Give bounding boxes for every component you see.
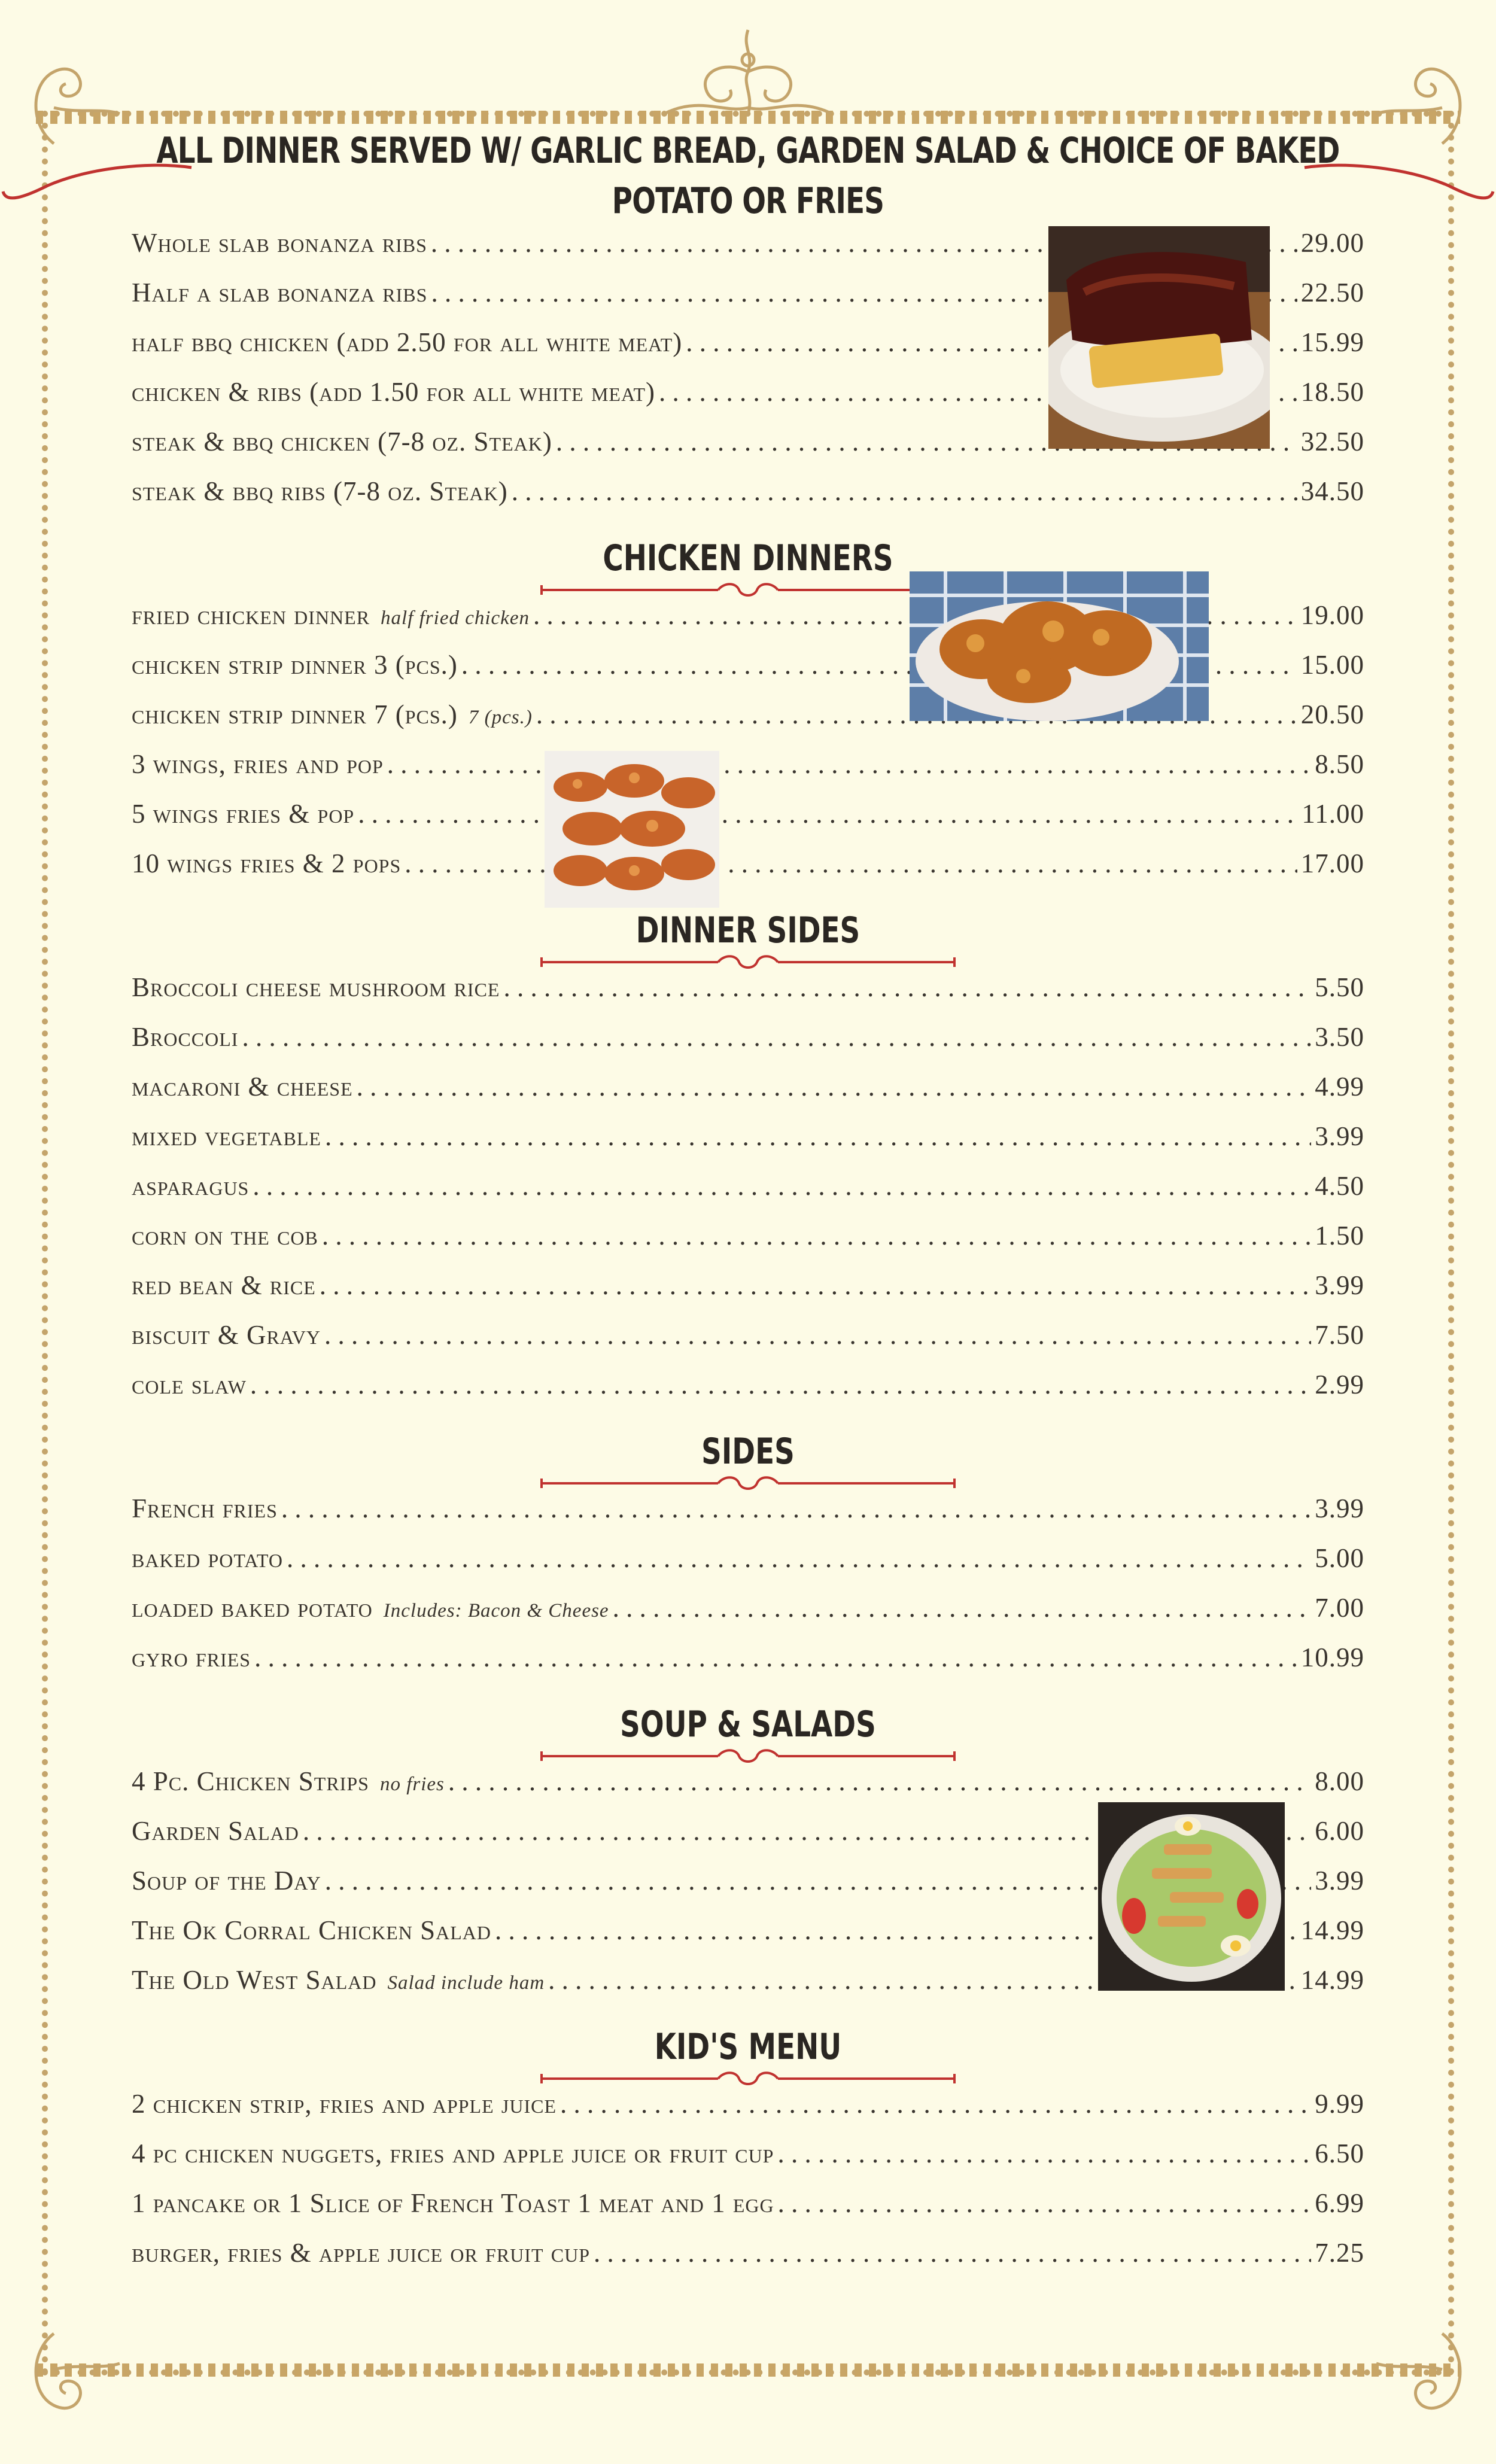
item-name: red bean & rice	[132, 1270, 316, 1300]
item-price: 6.00	[1315, 1816, 1364, 1846]
section-title: KID'S MENU	[654, 2026, 842, 2068]
section-divider-icon	[539, 951, 957, 972]
menu-item	[132, 1319, 1364, 1369]
item-note: half fried chicken	[381, 607, 530, 629]
item-name: burger, fries & apple juice or fruit cup	[132, 2238, 591, 2268]
item-name: biscuit & Gravy	[132, 1320, 321, 1350]
item-price: 8.00	[1315, 1766, 1364, 1796]
item-price: 8.50	[1315, 749, 1364, 779]
item-price: 10.99	[1300, 1642, 1364, 1672]
section-divider-icon	[539, 1473, 957, 1493]
section-title: SIDES	[701, 1431, 795, 1473]
menu-sections	[132, 537, 1364, 2287]
item-name: 4 pc chicken nuggets, fries and apple juice or fruit cup	[132, 2138, 774, 2168]
item-name: Half a slab bonanza ribs	[132, 278, 428, 308]
item-name: loaded baked potato	[132, 1593, 373, 1623]
item-name: half bbq chicken (add 2.50 for all white meat)	[132, 327, 683, 357]
item-price: 7.50	[1315, 1320, 1364, 1350]
header-line-1: ALL DINNER SERVED W/ GARLIC BREAD, GARDEN SALAD & CHOICE OF BAKED	[156, 130, 1340, 172]
item-name: 3 wings, fries and pop	[132, 749, 384, 779]
item-price: 14.99	[1300, 1915, 1364, 1945]
item-note: Includes: Bacon & Cheese	[383, 1600, 609, 1622]
item-price: 3.99	[1315, 1493, 1364, 1523]
menu-item	[132, 1642, 1364, 1692]
dot-leader	[560, 2088, 1311, 2119]
menu-item	[132, 2088, 1364, 2138]
item-note: Salad include ham	[387, 1972, 545, 1994]
item-name: 1 pancake or 1 Slice of French Toast 1 meat and 1 egg	[132, 2188, 774, 2218]
item-name: chicken strip dinner 3 (pcs.)	[132, 650, 458, 680]
corner-ornament-icon	[1370, 60, 1478, 150]
dot-leader	[253, 1170, 1311, 1201]
dot-leader	[281, 1493, 1311, 1524]
menu-item	[132, 2138, 1364, 2188]
item-price: 11.00	[1302, 799, 1364, 829]
item-name: Broccoli cheese mushroom rice	[132, 972, 500, 1002]
dot-leader	[778, 2188, 1312, 2219]
menu-item	[132, 1592, 1364, 1642]
item-name: steak & bbq chicken (7-8 oz. Steak)	[132, 427, 552, 457]
section-title: CHICKEN DINNERS	[603, 537, 893, 579]
item-name: The Ok Corral Chicken Salad	[132, 1915, 492, 1945]
salad-photo	[1098, 1802, 1285, 1991]
item-price: 29.00	[1300, 228, 1364, 258]
item-price: 4.99	[1315, 1072, 1364, 1102]
item-name: 2 chicken strip, fries and apple juice	[132, 2089, 557, 2119]
item-price: 4.50	[1315, 1171, 1364, 1201]
item-price: 17.00	[1300, 848, 1364, 878]
dot-leader	[357, 1071, 1312, 1102]
menu-item	[132, 798, 1364, 848]
item-name: chicken & ribs (add 1.50 for all white meat)	[132, 377, 656, 407]
item-note: 7 (pcs.)	[468, 707, 533, 728]
menu-section	[132, 909, 1364, 1419]
item-name: gyro fries	[132, 1642, 251, 1672]
section-divider-icon	[539, 579, 957, 600]
item-name: macaroni & cheese	[132, 1072, 353, 1102]
item-price: 20.50	[1300, 699, 1364, 729]
dot-leader	[448, 1766, 1311, 1797]
dot-leader	[287, 1543, 1311, 1574]
menu-item	[132, 2237, 1364, 2287]
dot-leader	[613, 1592, 1312, 1623]
item-price: 19.00	[1300, 600, 1364, 630]
menu-item	[132, 1021, 1364, 1071]
menu-item	[132, 476, 1364, 525]
dot-leader	[512, 476, 1297, 507]
ribs-photo	[1048, 226, 1270, 449]
section-divider-icon	[539, 2068, 957, 2088]
dot-leader	[320, 1270, 1311, 1301]
item-name: Broccoli	[132, 1022, 239, 1052]
menu-item	[132, 1493, 1364, 1543]
fried-chicken-photo	[910, 571, 1209, 721]
item-price: 15.00	[1300, 650, 1364, 680]
dot-leader	[254, 1642, 1297, 1673]
menu-item	[132, 749, 1364, 798]
item-name: The Old West Salad	[132, 1965, 377, 1995]
bottom-border-rail	[36, 2363, 1460, 2377]
item-price: 6.50	[1315, 2138, 1364, 2168]
menu-item	[132, 1121, 1364, 1170]
item-name: chicken strip dinner 7 (pcs.)	[132, 699, 458, 729]
dot-leader	[503, 972, 1311, 1003]
corner-ornament-icon	[18, 60, 126, 150]
section-title: SOUP & SALADS	[620, 1703, 876, 1745]
item-name: steak & bbq ribs (7-8 oz. Steak)	[132, 476, 508, 506]
item-name: Soup of the Day	[132, 1866, 321, 1896]
item-name: cole slaw	[132, 1370, 247, 1400]
dot-leader	[250, 1369, 1311, 1400]
item-price: 32.50	[1300, 427, 1364, 457]
dot-leader	[387, 749, 1311, 780]
item-name: French fries	[132, 1493, 278, 1523]
dot-leader	[325, 1121, 1311, 1152]
item-price: 3.99	[1315, 1270, 1364, 1300]
section-title: DINNER SIDES	[636, 909, 860, 951]
dot-leader	[594, 2237, 1311, 2268]
item-name: asparagus	[132, 1171, 250, 1201]
dot-leader	[324, 1319, 1311, 1350]
item-price: 6.99	[1315, 2188, 1364, 2218]
item-price: 15.99	[1300, 327, 1364, 357]
top-center-ornament-icon	[652, 24, 844, 126]
section-divider-icon	[539, 1745, 957, 1766]
item-price: 22.50	[1300, 278, 1364, 308]
item-price: 9.99	[1315, 2089, 1364, 2119]
item-name: mixed vegetable	[132, 1121, 321, 1151]
item-price: 7.00	[1315, 1593, 1364, 1623]
item-price: 3.50	[1315, 1022, 1364, 1052]
menu-item	[132, 1270, 1364, 1319]
item-name: 4 Pc. Chicken Strips	[132, 1766, 369, 1796]
menu-item	[132, 1071, 1364, 1121]
item-price: 1.50	[1315, 1221, 1364, 1251]
corner-ornament-icon	[18, 2328, 126, 2417]
item-price: 34.50	[1300, 476, 1364, 506]
item-price: 7.25	[1315, 2238, 1364, 2268]
item-note: no fries	[379, 1774, 445, 1795]
dot-leader	[358, 798, 1298, 829]
item-name: Garden Salad	[132, 1816, 299, 1846]
menu-header	[155, 126, 1340, 226]
item-price: 5.50	[1315, 972, 1364, 1002]
menu-item	[132, 972, 1364, 1021]
item-price: 3.99	[1315, 1866, 1364, 1896]
dot-leader	[242, 1021, 1311, 1052]
menu-item	[132, 848, 1364, 898]
menu-item	[132, 1543, 1364, 1592]
item-price: 14.99	[1300, 1965, 1364, 1995]
menu-item	[132, 1170, 1364, 1220]
item-price: 3.99	[1315, 1121, 1364, 1151]
menu-section	[132, 2026, 1364, 2287]
corner-ornament-icon	[1370, 2328, 1478, 2417]
wings-photo	[545, 751, 719, 908]
item-price: 18.50	[1300, 377, 1364, 407]
menu-section	[132, 1431, 1364, 1692]
dot-leader	[405, 848, 1297, 879]
item-price: 2.99	[1315, 1370, 1364, 1400]
item-name: corn on the cob	[132, 1221, 318, 1251]
menu-item	[132, 2188, 1364, 2237]
menu-item	[132, 1369, 1364, 1419]
item-name: fried chicken dinner	[132, 600, 370, 630]
dot-leader	[322, 1220, 1311, 1251]
item-price: 5.00	[1315, 1543, 1364, 1573]
dot-leader	[777, 2138, 1311, 2169]
item-name: baked potato	[132, 1543, 283, 1573]
item-name: 10 wings fries & 2 pops	[132, 848, 402, 878]
item-name: Whole slab bonanza ribs	[132, 228, 427, 258]
menu-item	[132, 1220, 1364, 1270]
header-line-2: POTATO OR FRIES	[612, 180, 884, 222]
item-name: 5 wings fries & pop	[132, 799, 355, 829]
